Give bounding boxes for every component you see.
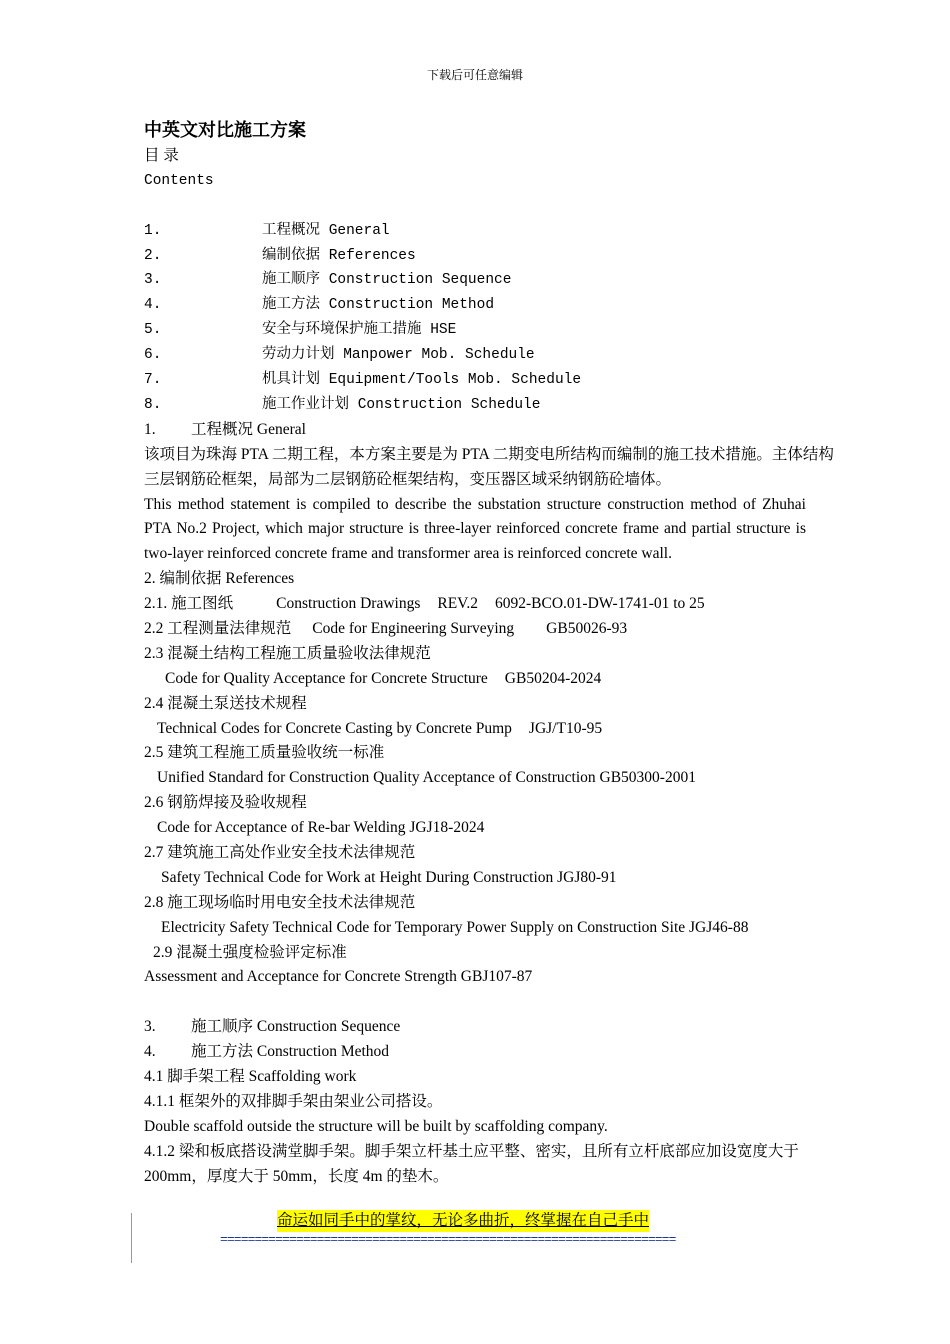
reference-2-5-cn: 2.5 建筑工程施工质量验收统一标准 <box>144 744 385 762</box>
toc-item: 2. 编制依据 References <box>144 247 416 264</box>
reference-2-6-cn: 2.6 钢筋焊接及验收规程 <box>144 794 307 812</box>
reference-2-4-cn: 2.4 混凝土泵送技术规程 <box>144 694 307 712</box>
toc-item: 3. 施工顺序 Construction Sequence <box>144 272 512 289</box>
footer-motto: 命运如同手中的掌纹，无论多曲折，终掌握在自己手中 <box>277 1210 649 1232</box>
reference-2-9-cn: 2.9 混凝土强度检验评定标准 <box>153 943 347 961</box>
reference-2-8-cn: 2.8 施工现场临时用电安全技术法律规范 <box>144 893 416 911</box>
section-4-heading: 4. 施工方法 Construction Method <box>144 1043 390 1061</box>
paragraph-4-1-1-en: Double scaffold outside the structure will be built by scaffolding company. <box>144 1117 608 1135</box>
section-1-text-cn: 该项目为珠海 PTA 二期工程，本方案主要是为 PTA 二期变电所结构而编制的施工技术措施。主体结构三层钢筋砼框架，局部为二层钢筋砼框架结构，变压器区域采纳钢筋砼墙体。 <box>144 445 834 488</box>
page-header-note: 下载后可任意编辑 <box>426 68 523 82</box>
reference-2-7-cn: 2.7 建筑施工高处作业安全技术法律规范 <box>144 844 416 862</box>
toc-item: 1. 工程概况 General <box>144 222 390 239</box>
reference-2-2: 2.2 工程测量法律规范 Code for Engineering Surveying GB50026-93 <box>144 620 628 637</box>
reference-2-1: 2.1. 施工图纸 Construction Drawings REV.2 6092-BCO.01-DW-1741-01 to 25 <box>144 595 705 613</box>
toc-heading-en: Contents <box>144 172 214 189</box>
reference-2-8-en: Electricity Safety Technical Code for Temporary Power Supply on Construction Site JGJ46-88 <box>161 918 749 936</box>
reference-2-6-en: Code for Acceptance of Re-bar Welding JGJ18-2024 <box>157 819 485 837</box>
spacer <box>144 194 824 219</box>
reference-2-9-en: Assessment and Acceptance for Concrete Strength GBJ107-87 <box>144 968 533 986</box>
spacer <box>144 990 824 1015</box>
toc-item: 7. 机具计划 Equipment/Tools Mob. Schedule <box>144 372 582 389</box>
toc-heading-cn: 目 录 <box>144 147 179 164</box>
toc-item: 4. 施工方法 Construction Method <box>144 297 495 314</box>
section-1-heading: 1. 工程概况 General <box>144 420 306 438</box>
paragraph-4-1-1-cn: 4.1.1 框架外的双排脚手架由架业公司搭设。 <box>144 1092 443 1110</box>
footer-margin-line <box>131 1213 132 1263</box>
reference-2-4-en: Technical Codes for Concrete Casting by Concrete Pump JGJ/T10-95 <box>157 719 603 737</box>
reference-2-7-en: Safety Technical Code for Work at Height During Construction JGJ80-91 <box>161 868 617 886</box>
footer-rule: ================================================================== <box>220 1232 676 1247</box>
toc-item: 6. 劳动力计划 Manpower Mob. Schedule <box>144 347 535 364</box>
reference-2-5-en: Unified Standard for Construction Quality Acceptance of Construction GB50300-2001 <box>157 769 696 787</box>
section-3-heading: 3. 施工顺序 Construction Sequence <box>144 1018 401 1036</box>
toc-item: 8. 施工作业计划 Construction Schedule <box>144 396 541 413</box>
section-1-text-en: This method statement is compiled to describe the substation structure construction method of Zhuhai PTA No.2 Project, which major structure is three-layer reinforced concrete frame and partial structure is two-layer reinforced concrete frame and transformer area is reinforced concrete wall. <box>144 495 806 563</box>
reference-2-3-en: Code for Quality Acceptance for Concrete Structure GB50204-2024 <box>165 669 602 687</box>
document-body <box>144 117 834 1190</box>
reference-2-3-cn: 2.3 混凝土结构工程施工质量验收法律规范 <box>144 644 431 662</box>
section-2-heading: 2. 编制依据 References <box>144 570 295 588</box>
document-title: 中英文对比施工方案 <box>144 120 306 140</box>
subsection-4-1-heading: 4.1 脚手架工程 Scaffolding work <box>144 1068 357 1086</box>
toc-item: 5. 安全与环境保护施工措施 HSE <box>144 322 457 339</box>
paragraph-4-1-2-cn: 4.1.2 梁和板底搭设满堂脚手架。脚手架立杆基土应平整、密实，且所有立杆底部应加设宽度大于 200mm，厚度大于 50mm，长度 4m 的垫木。 <box>144 1142 799 1185</box>
